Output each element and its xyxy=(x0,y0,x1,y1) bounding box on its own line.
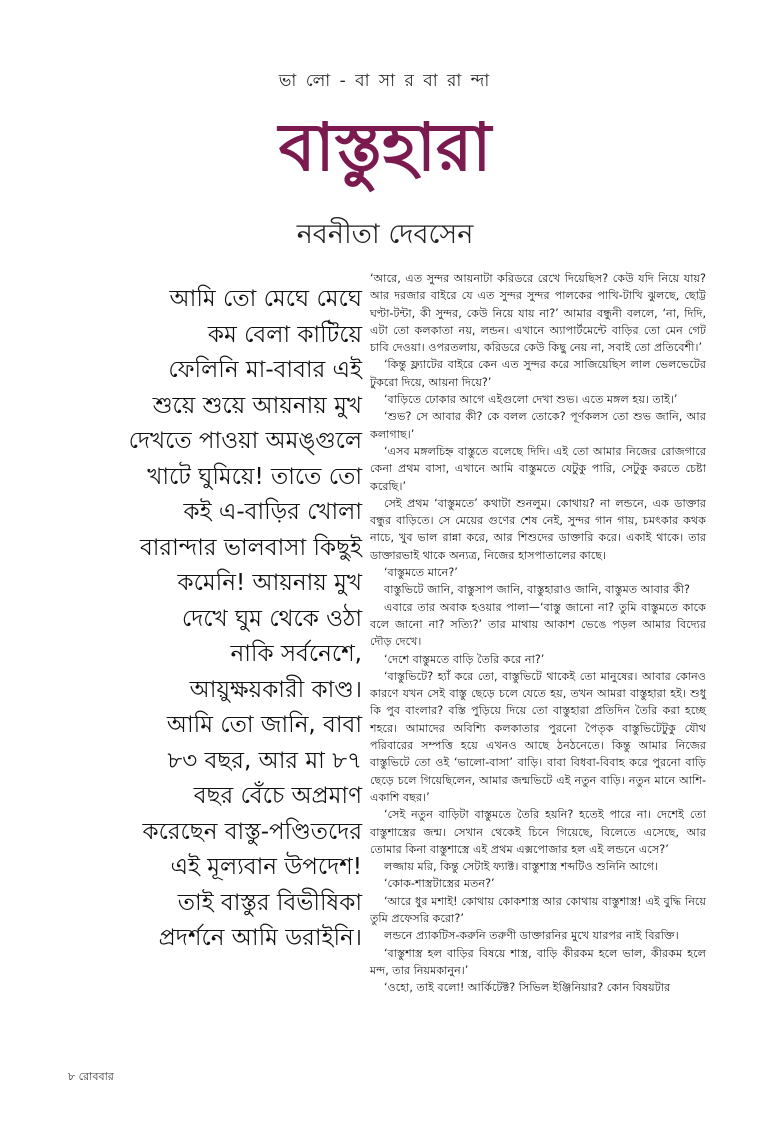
pull-quote-line: কম বেলা কাটিয়ে xyxy=(207,321,362,348)
body-paragraph: ‘বাস্তুশাস্ত্র হল বাড়ির বিষয়ে শাস্ত্র, বাড়ি কীরকম হলে ভাল, কীরকম হলে মন্দ, তার নিয়মকানুন।’ xyxy=(370,946,706,977)
pull-quote-line: ৮৩ বছর, আর মা ৮৭ xyxy=(167,747,362,774)
body-paragraph: ‘কিন্তু ফ্ল্যাটের বাইরে কেন এত সুন্দর করে সাজিয়েছিস লাল ভেলভেটের টুকরো দিয়ে, আয়না দিয়ে?’ xyxy=(370,358,706,389)
body-paragraph: ‘বাস্তুভিটে? হ্যাঁ করে তো, বাস্তুভিটে থাকেই তো মানুষের। আবার কোনও কারণে যখন সেই বাস্তু ছেড়ে চলে যেতে হয়, তখন আমরা বাস্তুহারা হই। শুধু কি পুব বাংলার? বস্তি পুড়িয়ে দিয়ে তো বাস্তুহারা প্রতিদিন তৈরি করা হচ্ছে শহরে। আমাদের অবিশ্যি কলকাতার পুরনো পৈতৃক বাস্তুভিটেটুকু যৌথ পরিবারের সম্পত্তি হয়ে এখনও আছে ঠনঠনেতে। কিন্তু আমার নিজের বাস্তুভিটে তো ওই ‘ভালো-বাসা’ বাড়ি। বাবা বিধবা-বিবাহ করে পুরনো বাড়ি ছেড়ে চলে গিয়েছিলেন, আমার জন্মভিটে এই নতুন বাড়ি। নতুন মানে আশি-একাশি বছর।’ xyxy=(370,669,706,804)
pull-quote-line: নাকি সর্বনেশে, xyxy=(230,641,362,667)
pull-quote-line: আমি তো জানি, বাবা xyxy=(166,712,362,738)
body-paragraph: ‘আরে ধুর মশাই! কোথায় কোকশাস্ত্র আর কোথায় বাস্তুশাস্ত্র! এই বুদ্ধি নিয়ে তুমি প্রফেসরি করো?’ xyxy=(370,894,706,925)
pull-quote-line: বছর বেঁচে অপ্রমাণ xyxy=(193,783,362,809)
body-paragraph: ‘শুভ? সে আবার কী? কে বলল তোকে? পূর্ণকলস তো শুভ জানি, আর কলাগাছ।’ xyxy=(370,410,706,441)
body-paragraph: ‘ওহো, তাই বলো! আর্কিটেক্ট? সিভিল ইঞ্জিনিয়ার? কোন বিষয়টার xyxy=(384,981,671,995)
article-title: বাস্তুহারা xyxy=(278,109,492,186)
pull-quote-line: খাটে ঘুমিয়ে! তাতে তো xyxy=(147,463,362,490)
body-paragraph: সেই প্রথম ‘বাস্তুমতে’ কথাটা শুনলুম। কোথায়? না লন্ডনে, এক ডাক্তার বন্ধুর বাড়িতে। সে মেয়ের গুণের শেষ নেই, সুন্দর গান গায়, চমৎকার কথক নাচে, খুব ভাল রান্না করে, আর শিশুদের ডাক্তারি করে। একাই থাকে। তার ডাক্তারভাই থাকে অন্যত্র, নিজের হাসপাতালের কাছে। xyxy=(370,496,706,562)
article-body xyxy=(370,270,706,996)
pull-quote-line: কমেনি! আয়নায় মুখ xyxy=(177,570,362,596)
pull-quote-line: ফেলিনি মা-বাবার এই xyxy=(168,357,362,383)
pull-quote-line: এই মূল্যবান উপদেশ! xyxy=(170,854,362,880)
series-heading: ভা লো - বা সা র বা রা ন্দা xyxy=(278,71,492,91)
pull-quote-line: দেখতে পাওয়া অমঙ্গুলে xyxy=(128,428,362,454)
pull-quote-line: তাই বাস্তুর বিভীষিকা xyxy=(177,889,362,916)
pull-quote xyxy=(62,282,362,957)
body-paragraph: ‘আরে, এত সুন্দর আয়নাটা করিডরে রেখে দিয়েছিস? কেউ যদি নিয়ে যায়? আর দরজার বাইরে যে এত সুন্দর সুন্দর পালকের পাখি-টাখি ঝুলছে, ছোট্ট ঘণ্টা-টন্টা, কী সুন্দর, কেউ নিয়ে যায় না?’ আমার বন্ধুনী বললে, ‘না, দিদি, এটা তো কলকাতা নয়, লন্ডন। এখানে অ্যাপার্টমেন্টে বাড়ির তো মেন গেট চাবি দেওয়া। ওপরতলায়, করিডরে কেউ কিছু নেয় না, সবাই তো প্রতিবেশী।’ xyxy=(370,272,706,355)
body-paragraph: ‘বাস্তুমতে মানে?’ xyxy=(384,566,458,580)
body-paragraph: ‘সেই নতুন বাড়িটা বাস্তুমতে তৈরি হয়নি? হতেই পারে না। দেশেই তো বাস্তুশাস্ত্রের জন্ম। সেখান থেকেই চিনে গিয়েছে, বিলেতে এসেছে, আর তোমার কিনা বাস্তুশাস্ত্রে এই প্রথম এক্সপোজার হল এই লন্ডনে এসে?’ xyxy=(370,808,706,856)
body-paragraph: বাস্তুভিটে জানি, বাস্তুসাপ জানি, বাস্তুহারাও জানি, বাস্তুমত আবার কী? xyxy=(384,583,690,597)
body-paragraph: ‘কোক-শাস্ত্রটাস্ত্রের মতন?’ xyxy=(384,877,495,891)
pull-quote-line: দেখে ঘুম থেকে ওঠা xyxy=(181,605,362,632)
pull-quote-line: আয়ুক্ষয়কারী কাণ্ড। xyxy=(189,676,362,703)
pull-quote-line: আমি তো মেঘে মেঘে xyxy=(169,286,362,312)
body-paragraph: এবারে তার অবাক হওয়ার পালা—‘বাস্তু জানো না? তুমি বাস্তুমতে কাকে বলে জানো না? সত্যি?’ তার মাথায় আকাশ ভেঙে পড়ল আমার বিদ্যের দৌড় দেখে। xyxy=(370,600,706,649)
body-paragraph: লজ্জায় মরি, কিন্তু সেটাই ফ্যাক্ট। বাস্তুশাস্ত্র শব্দটিও শুনিনি আগে। xyxy=(384,860,659,874)
pull-quote-line: করেছেন বাস্তু-পণ্ডিতদের xyxy=(142,818,362,845)
pull-quote-line: শুয়ে শুয়ে আয়নায় মুখ xyxy=(152,392,362,419)
body-paragraph: ‘এসব মঙ্গলচিহ্ন বাস্তুতে বলেছে দিদি। এই তো আমার নিজের রোজগারে কেনা প্রথম বাসা, এখানে আমি বাস্তুমতে যেটুকু পারি, সেটুকু করতে চেষ্টা করেছি।’ xyxy=(370,444,706,493)
pull-quote-line: কই এ-বাড়ির খোলা xyxy=(183,499,362,525)
pull-quote-line: বারান্দার ভালবাসা কিছুই xyxy=(139,534,362,561)
pull-quote-line: প্রদর্শনে আমি ডরাইনি। xyxy=(158,925,362,951)
author-name: নবনীতা দেবসেন xyxy=(296,219,474,250)
body-paragraph: ‘দেশে বাস্তুমতে বাড়ি তৈরি করে না?’ xyxy=(384,652,545,666)
body-paragraph: ‘বাড়িতে ঢোকার আগে এইগুলো দেখা শুভ। এতে মঙ্গল হয়। তাই।’ xyxy=(384,393,678,407)
body-paragraph: লন্ডনে প্র্যাকটিস-করুনি তরুণী ডাক্তারনির মুখে যারপর নাই বিরক্তি। xyxy=(384,929,679,943)
page-folio: ৮ রোববার xyxy=(68,1070,114,1083)
